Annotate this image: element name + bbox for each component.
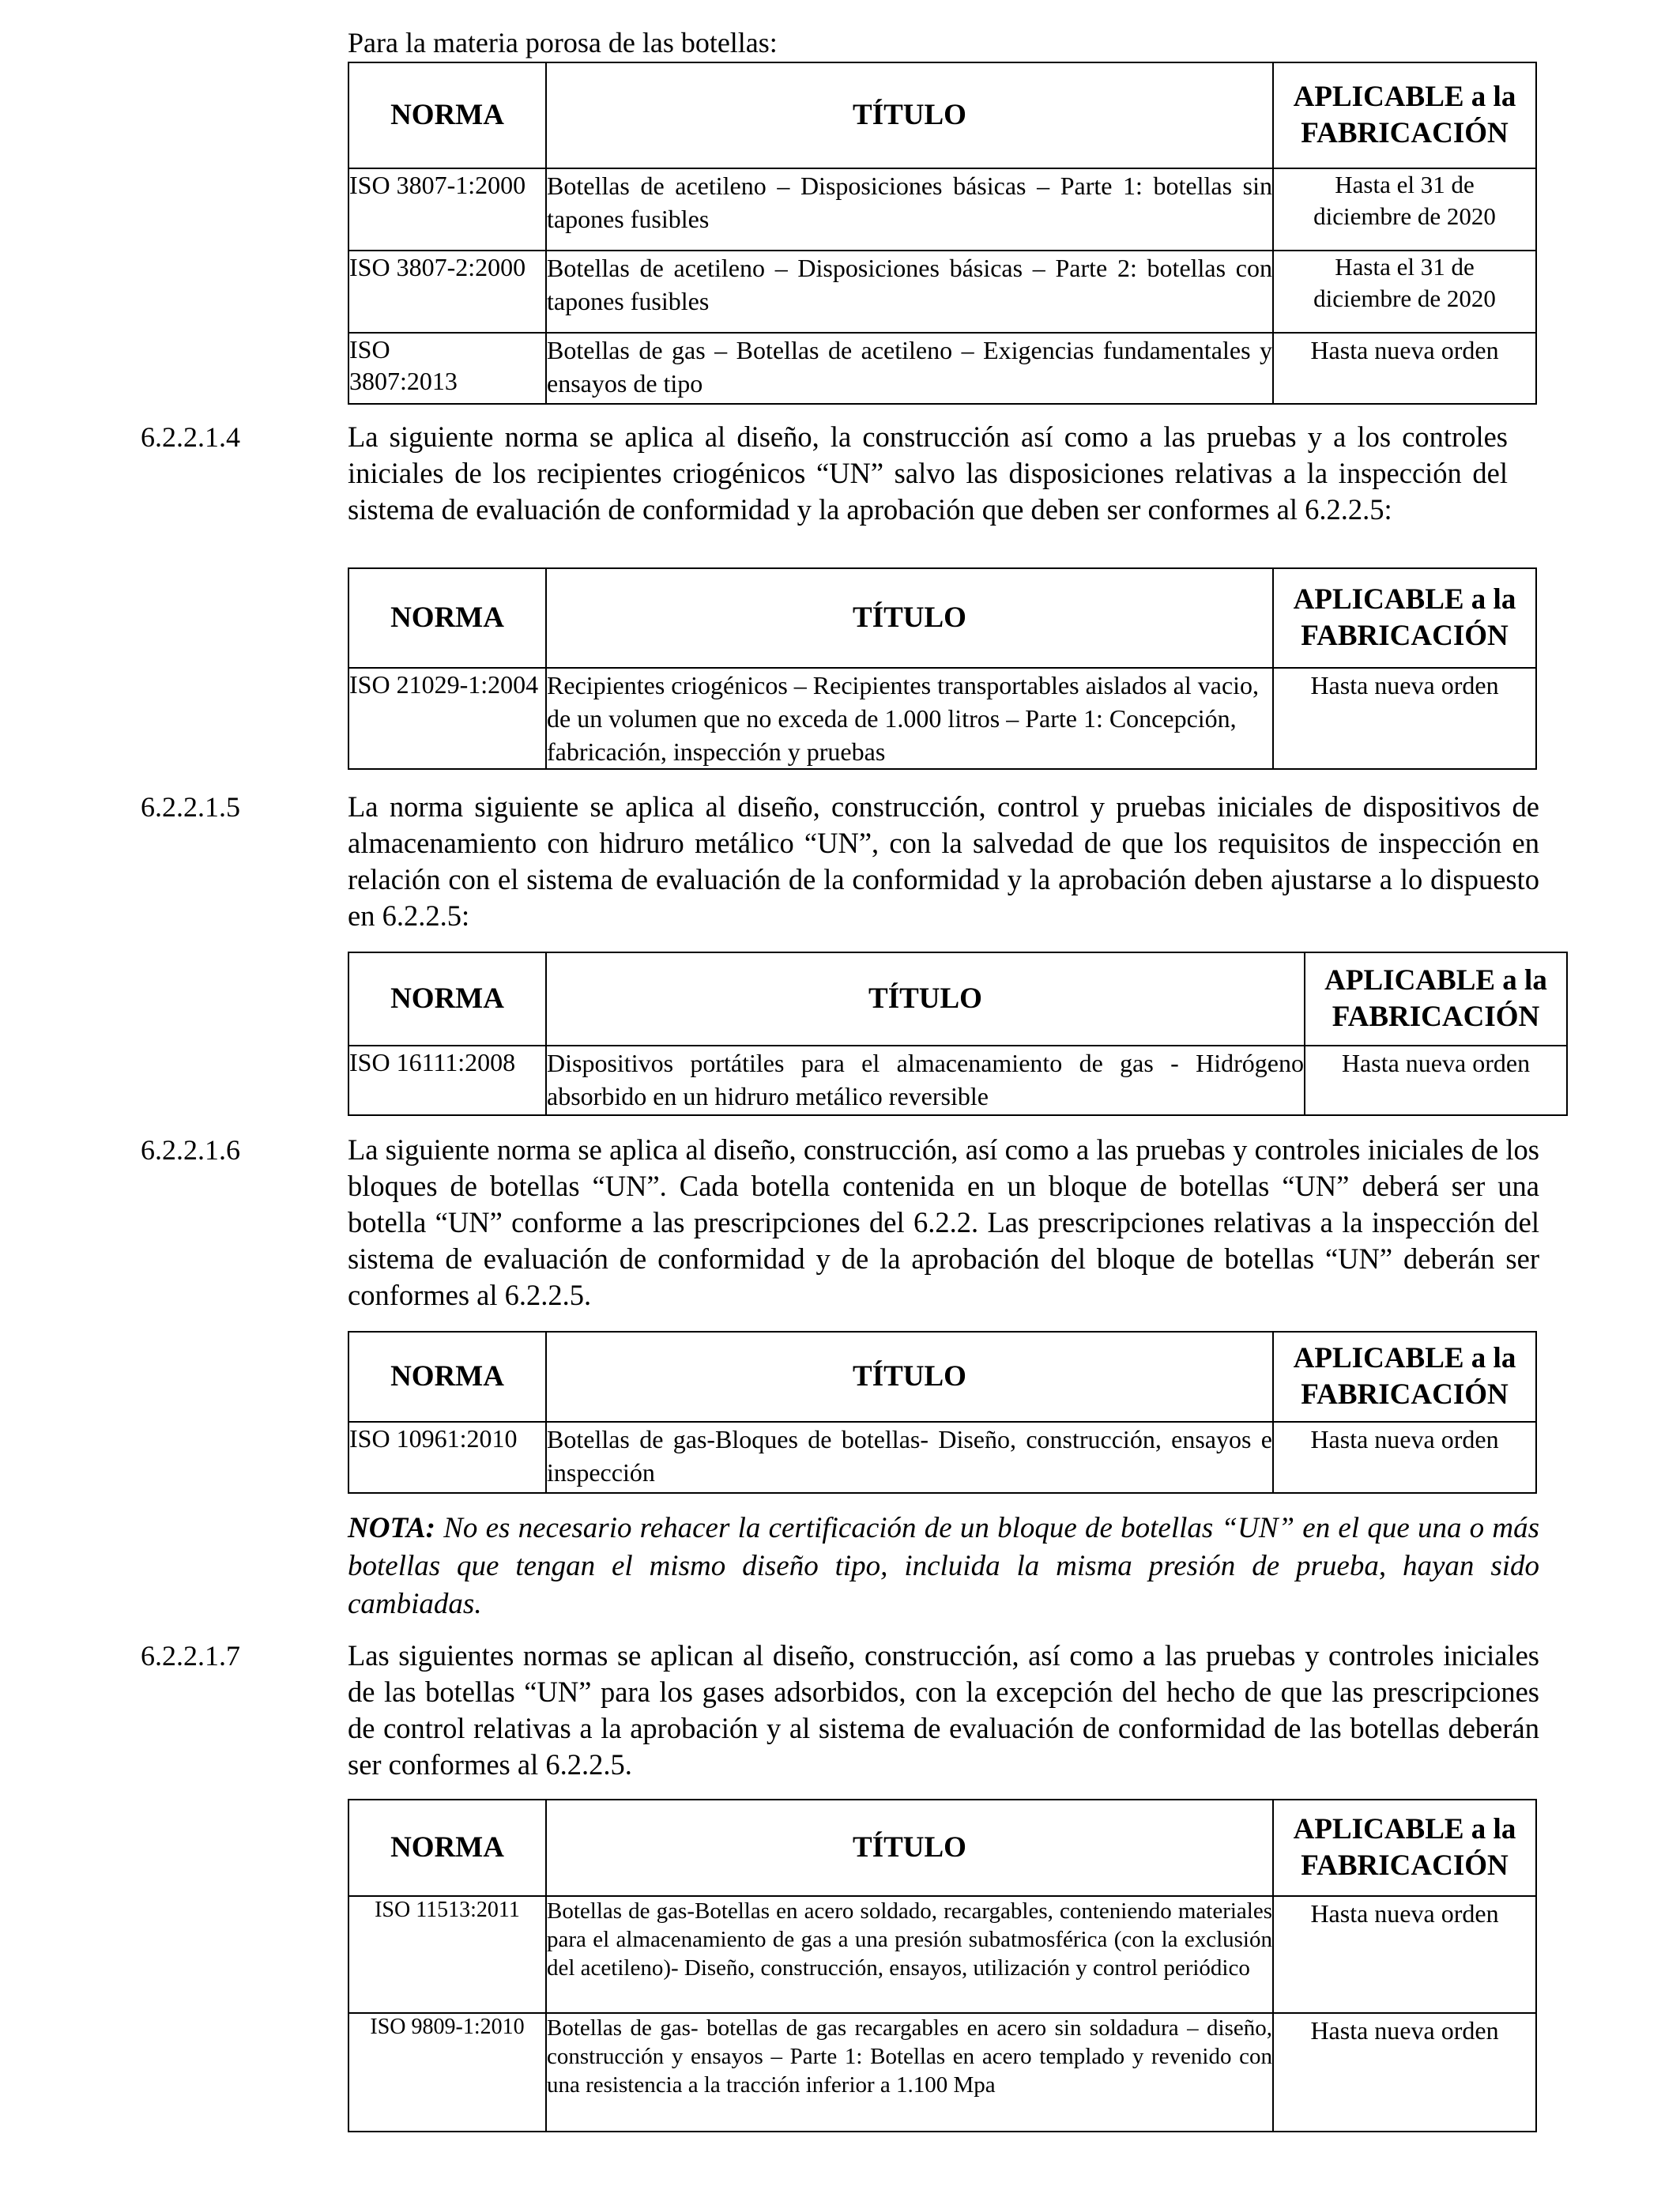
cell-norma: ISO 3807-1:2000: [348, 168, 546, 251]
cell-aplicable: Hasta nueva orden: [1273, 2013, 1536, 2132]
cell-titulo: Recipientes criogénicos – Recipientes transportables aislados al vacio, de un volumen que no exceda de 1.000 litros – Parte 1: Concepción, fabricación, inspección y pruebas: [546, 668, 1273, 769]
section-number: 6.2.2.1.4: [141, 421, 240, 453]
cell-titulo: Botellas de gas-Bloques de botellas- Diseño, construcción, ensayos e inspección: [546, 1422, 1273, 1493]
cell-norma: ISO 3807:2013: [348, 333, 546, 404]
section-number: 6.2.2.1.7: [141, 1640, 240, 1672]
header-titulo: TÍTULO: [546, 1800, 1273, 1896]
standards-table-porous-material: [348, 62, 1537, 405]
header-norma: NORMA: [348, 62, 546, 168]
header-norma: NORMA: [348, 1800, 546, 1896]
standards-table-cryogenic: [348, 567, 1537, 770]
section-paragraph: La siguiente norma se aplica al diseño, la construcción así como a las pruebas y a los controles iniciales de los recipientes criogénicos “UN” salvo las disposiciones relativas a la inspección del sistema de evaluación de conformidad y la aprobación que deben ser conformes al 6.2.2.5:: [348, 420, 1508, 526]
table-row: [348, 1422, 1536, 1493]
cell-aplicable: Hasta nueva orden: [1305, 1046, 1567, 1115]
table-row: [348, 1896, 1536, 2013]
table-header-row: [348, 568, 1536, 668]
cell-aplicable: Hasta el 31 de diciembre de 2020: [1273, 168, 1536, 251]
table-row: [348, 251, 1536, 333]
note-label: NOTA:: [348, 1512, 435, 1544]
note-text: No es necesario rehacer la certificación de un bloque de botellas “UN” en el que una o más botellas que tengan el mismo diseño tipo, incluida la misma presión de prueba, hayan sido cambiadas.: [348, 1512, 1539, 1620]
table-row: [348, 668, 1536, 769]
header-titulo: TÍTULO: [546, 568, 1273, 668]
section-number: 6.2.2.1.5: [141, 791, 240, 823]
header-aplicable: APLICABLE a la FABRICACIÓN: [1273, 1332, 1536, 1422]
standards-table-bundles: [348, 1331, 1537, 1494]
cell-aplicable: Hasta el 31 de diciembre de 2020: [1273, 251, 1536, 333]
table-row: [348, 2013, 1536, 2132]
table-row: [348, 1046, 1567, 1115]
cell-norma: ISO 21029-1:2004: [348, 668, 546, 769]
cell-aplicable: Hasta nueva orden: [1273, 1422, 1536, 1493]
header-titulo: TÍTULO: [546, 952, 1305, 1046]
cell-aplicable: Hasta nueva orden: [1273, 333, 1536, 404]
header-aplicable: APLICABLE a la FABRICACIÓN: [1305, 952, 1567, 1046]
table-header-row: [348, 952, 1567, 1046]
section-paragraph: La norma siguiente se aplica al diseño, construcción, control y pruebas iniciales de dispositivos de almacenamiento con hidruro metálico “UN”, con la salvedad de que los requisitos de inspección en relación con el sistema de evaluación de la conformidad y la aprobación deben ajustarse a lo dispuesto en 6.2.2.5:: [348, 790, 1539, 932]
cell-titulo: Botellas de gas- botellas de gas recargables en acero sin soldadura – diseño, construcción y ensayos – Parte 1: Botellas en acero templado y revenido con una resistencia a la tracción inferior a 1.100 Mpa: [546, 2013, 1273, 2132]
cell-norma: ISO 9809-1:2010: [348, 2013, 546, 2132]
cell-aplicable: Hasta nueva orden: [1273, 668, 1536, 769]
header-norma: NORMA: [348, 1332, 546, 1422]
standards-table-metal-hydride: [348, 952, 1568, 1116]
cell-titulo: Botellas de acetileno – Disposiciones básicas – Parte 1: botellas sin tapones fusibles: [546, 168, 1273, 251]
header-aplicable: APLICABLE a la FABRICACIÓN: [1273, 568, 1536, 668]
table-header-row: [348, 62, 1536, 168]
cell-titulo: Botellas de gas-Botellas en acero soldado, recargables, conteniendo materiales para el almacenamiento de gas a una presión subatmosférica (con la exclusión del acetileno)- Diseño, construcción, ensayos, utilización y control periódico: [546, 1896, 1273, 2013]
header-titulo: TÍTULO: [546, 1332, 1273, 1422]
table-row: [348, 333, 1536, 404]
intro-text: Para la materia porosa de las botellas:: [348, 27, 778, 58]
cell-norma: ISO 16111:2008: [348, 1046, 546, 1115]
section-number: 6.2.2.1.6: [141, 1134, 240, 1166]
table-row: [348, 168, 1536, 251]
header-aplicable: APLICABLE a la FABRICACIÓN: [1273, 62, 1536, 168]
header-titulo: TÍTULO: [546, 62, 1273, 168]
section-paragraph: Las siguientes normas se aplican al diseño, construcción, así como a las pruebas y controles iniciales de las botellas “UN” para los gases adsorbidos, con la excepción del hecho de que las prescripciones de control relativas a la aprobación y al sistema de evaluación de conformidad de las botellas deberán ser conformes al 6.2.2.5.: [348, 1639, 1539, 1781]
cell-titulo: Dispositivos portátiles para el almacenamiento de gas - Hidrógeno absorbido en un hidruro metálico reversible: [546, 1046, 1305, 1115]
header-aplicable: APLICABLE a la FABRICACIÓN: [1273, 1800, 1536, 1896]
cell-titulo: Botellas de acetileno – Disposiciones básicas – Parte 2: botellas con tapones fusibles: [546, 251, 1273, 333]
cell-norma: ISO 3807-2:2000: [348, 251, 546, 333]
table-header-row: [348, 1800, 1536, 1896]
table-header-row: [348, 1332, 1536, 1422]
standards-table-adsorbed-gases: [348, 1799, 1537, 2132]
note-paragraph: [348, 1510, 1539, 1623]
header-norma: NORMA: [348, 952, 546, 1046]
section-paragraph: La siguiente norma se aplica al diseño, construcción, así como a las pruebas y controles iniciales de los bloques de botellas “UN”. Cada botella contenida en un bloque de botellas “UN” deberá ser una botella “UN” conforme a las prescripciones del 6.2.2. Las prescripciones relativas a la inspección del sistema de evaluación de conformidad y de la aprobación del bloque de botellas “UN” deberán ser conformes al 6.2.2.5.: [348, 1133, 1539, 1311]
cell-norma: ISO 11513:2011: [348, 1896, 546, 2013]
cell-aplicable: Hasta nueva orden: [1273, 1896, 1536, 2013]
cell-norma: ISO 10961:2010: [348, 1422, 546, 1493]
header-norma: NORMA: [348, 568, 546, 668]
cell-titulo: Botellas de gas – Botellas de acetileno – Exigencias fundamentales y ensayos de tipo: [546, 333, 1273, 404]
